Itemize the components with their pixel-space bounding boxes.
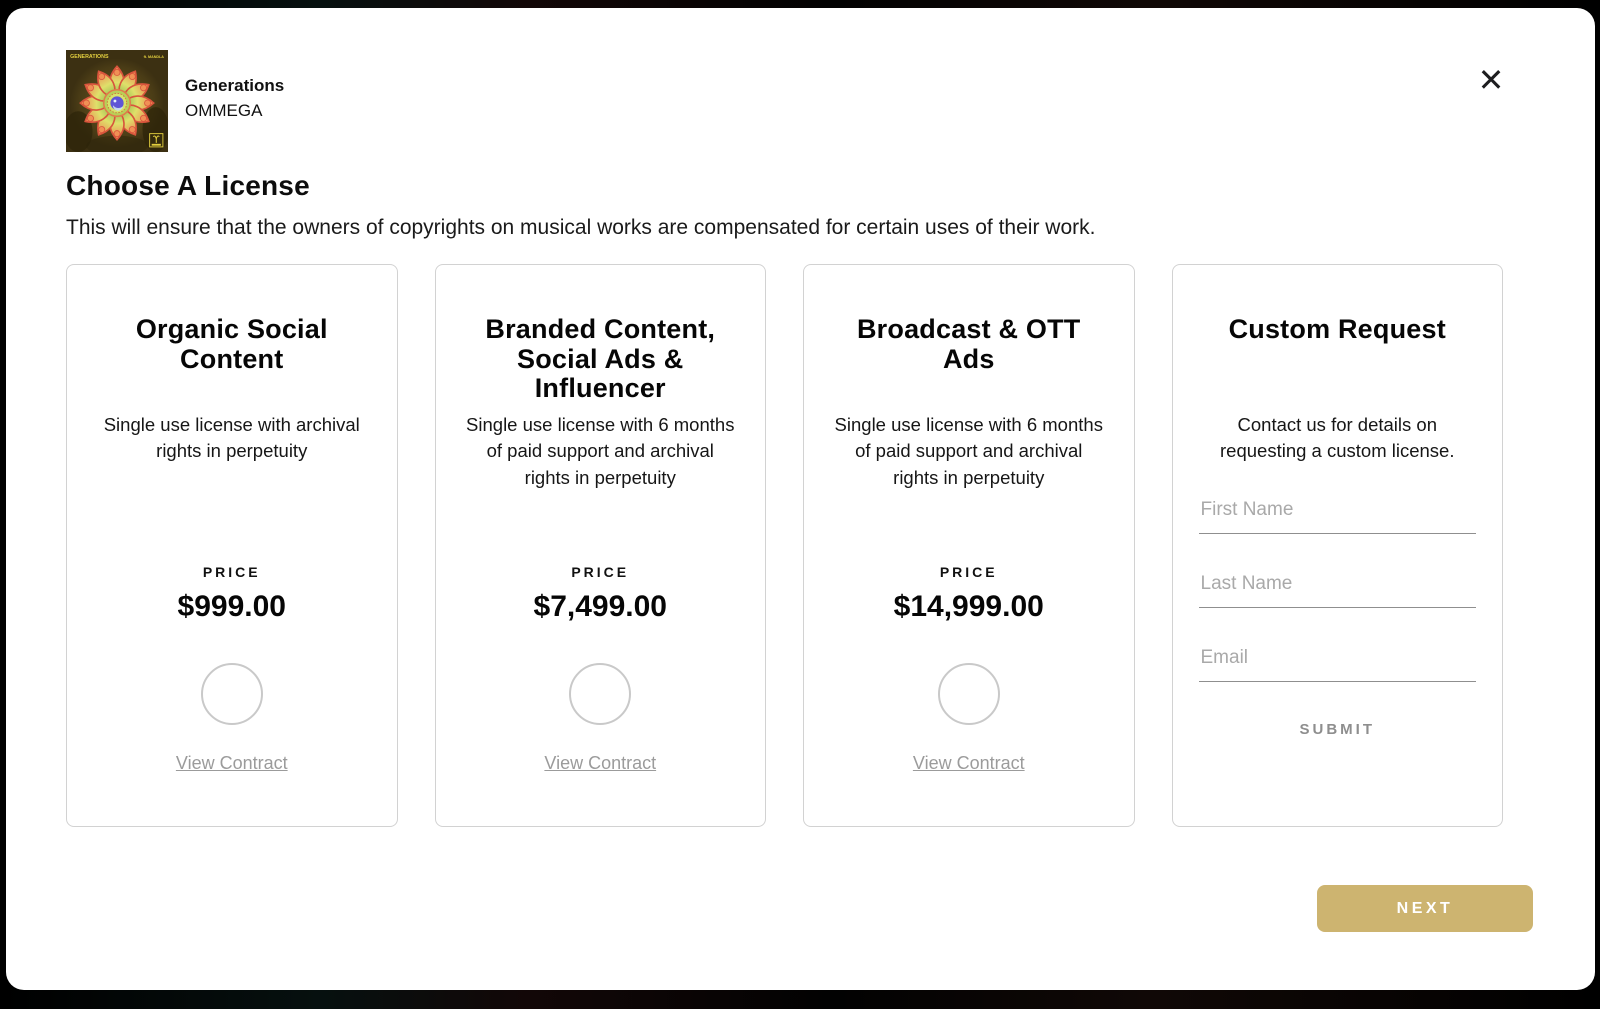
- price-label: PRICE: [202, 564, 261, 580]
- license-radio[interactable]: [201, 663, 263, 725]
- email-field-wrap: [1199, 647, 1477, 682]
- track-artist: OMMEGA: [185, 100, 263, 120]
- close-icon[interactable]: ✕: [1471, 60, 1511, 100]
- submit-button[interactable]: SUBMIT: [1299, 721, 1375, 738]
- license-radio[interactable]: [938, 663, 1000, 725]
- custom-request-form: [1199, 499, 1477, 738]
- last-name-field[interactable]: [1199, 573, 1477, 608]
- price-label: PRICE: [571, 564, 630, 580]
- view-contract-link[interactable]: View Contract: [175, 753, 288, 773]
- custom-request-description: Contact us for details on requesting a custom license.: [1220, 414, 1455, 462]
- price-value: $999.00: [177, 590, 286, 623]
- custom-request-card: [1172, 264, 1504, 827]
- track-meta: [185, 50, 284, 123]
- custom-request-title: Custom Request: [1228, 314, 1446, 344]
- modal-footer: [66, 827, 1503, 932]
- record-label-logo: [150, 134, 163, 147]
- next-button[interactable]: NEXT: [1317, 885, 1533, 932]
- art-title-text: GENERATIONS: [70, 54, 109, 61]
- license-description: Single use license with 6 months of paid support and archival rights in perpetuity: [466, 414, 735, 488]
- license-name: Branded Content, Social Ads & Influencer: [485, 314, 716, 404]
- price-value: $7,499.00: [533, 590, 667, 623]
- license-description: Single use license with archival rights in perpetuity: [103, 414, 360, 462]
- first-name-field-wrap: [1199, 499, 1477, 534]
- view-contract-link[interactable]: View Contract: [544, 753, 657, 773]
- license-name: Broadcast & OTT Ads: [856, 314, 1081, 374]
- license-description: Single use license with 6 months of paid support and archival rights in perpetuity: [834, 414, 1103, 488]
- license-radio[interactable]: [569, 663, 631, 725]
- track-title: Generations: [185, 76, 285, 95]
- license-card-branded-content: [435, 264, 767, 827]
- page-title: Choose A License: [66, 170, 310, 201]
- page-subtitle: This will ensure that the owners of copyrights on musical works are compensated for certain uses of their work.: [66, 216, 1096, 239]
- license-card-organic-social: [66, 264, 398, 827]
- first-name-field[interactable]: [1199, 499, 1477, 534]
- album-art-thumbnail: [66, 50, 168, 152]
- email-field[interactable]: [1199, 647, 1477, 682]
- license-name: Organic Social Content: [135, 314, 328, 374]
- track-header: [66, 50, 1503, 152]
- view-contract-link[interactable]: View Contract: [912, 753, 1025, 773]
- art-feat-text: ft. MANDLA: [143, 55, 164, 60]
- price-label: PRICE: [939, 564, 998, 580]
- license-card-broadcast-ott: [803, 264, 1135, 827]
- last-name-field-wrap: [1199, 573, 1477, 608]
- price-value: $14,999.00: [893, 590, 1044, 623]
- choose-license-modal: [6, 8, 1595, 990]
- license-cards-row: [66, 264, 1503, 827]
